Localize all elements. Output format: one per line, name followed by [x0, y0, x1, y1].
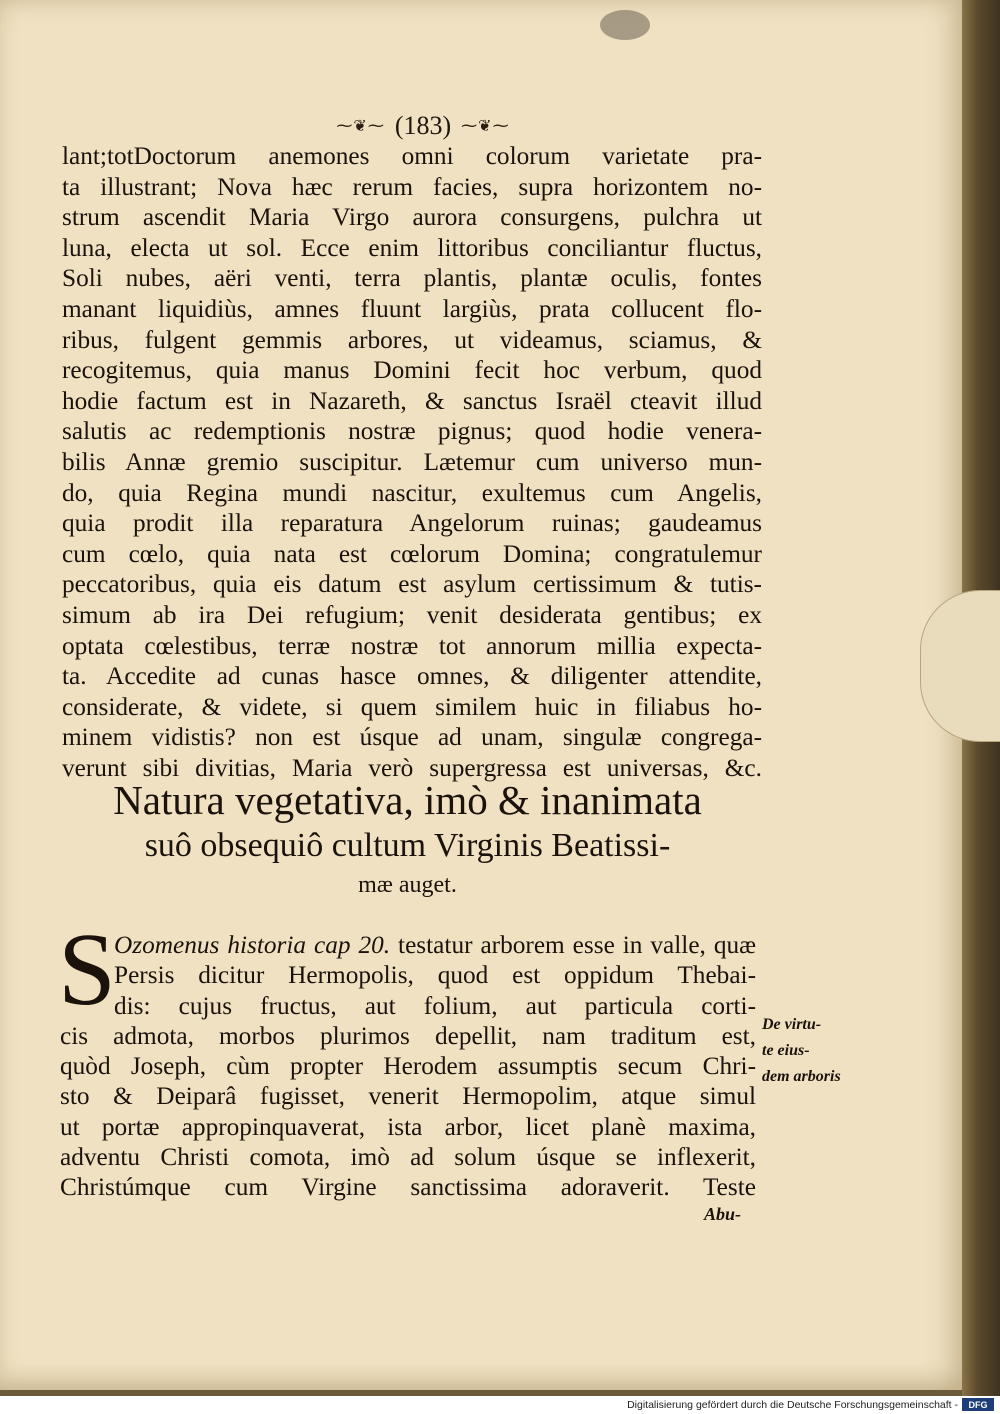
text-line: salutis ac redemptionis nostræ pignus; quod hodie venera- [62, 417, 762, 446]
text-line: ta. Accedite ad cunas hasce omnes, & diligenter attendite, [62, 662, 762, 691]
text-line: Persis dicitur Hermopolis, quod est oppidum Thebai- [114, 961, 756, 990]
text-line: Christúmque cum Virgine sanctissima adoraverit. Teste [60, 1173, 756, 1202]
text-line [60, 930, 756, 960]
page-number: (183) [394, 111, 452, 140]
heading-line-2: suô obsequiô cultum Virginis Beatissi- [144, 827, 671, 864]
text-line: considerate, & videte, si quem similem huic in filiabus ho- [62, 692, 762, 721]
text-line: luna, electa ut sol. Ecce enim littoribus conciliantur fluctus, [62, 233, 762, 262]
text-line: Soli nubes, aëri venti, terra plantis, plantæ oculis, fontes [62, 264, 762, 293]
text-line: quòd Joseph, cùm propter Herodem assumptis secum Chri- [60, 1052, 756, 1081]
text-line: ta illustrant; Nova hæc rerum facies, supra horizontem no- [62, 172, 762, 201]
text-line: cis admota, morbos plurimos depellit, nam traditum est, [60, 1021, 756, 1050]
text-line: dis: cujus fructus, aut folium, aut particula corti- [114, 991, 756, 1020]
text-line: ut portæ appropinquaverat, ista arbor, licet planè maxima, [60, 1112, 756, 1141]
margin-note-line: dem arboris [762, 1068, 841, 1085]
text-line: verunt sibi divitias, Maria verò supergressa est universas, &c. [62, 753, 762, 782]
text-line: bilis Annæ gremio suscipitur. Lætemur cum universo mun- [62, 447, 762, 476]
text-line: do, quia Regina mundi nascitur, exultemus cum Angelis, [62, 478, 762, 507]
margin-note-line: De virtu- [762, 1016, 822, 1033]
text-line: minem vidistis? non est úsque ad unam, singulæ congrega- [62, 723, 762, 752]
text-line: strum ascendit Maria Virgo aurora consurgens, pulchra ut [62, 203, 762, 232]
citation: Ozomenus historia cap 20. [114, 931, 391, 959]
margin-note [762, 1012, 882, 1090]
text-line: lant;totDoctorum anemones omni colorum varietate pra- [62, 142, 762, 170]
section-paragraph [60, 930, 756, 1203]
text-line: sto & Deiparâ fugisset, venerit Hermopolim, atque simul [60, 1082, 756, 1111]
drop-cap: S [58, 912, 116, 1027]
ornament-left-icon: ⁓❦⁓ [336, 118, 385, 135]
margin-note-line: te eius- [762, 1042, 810, 1059]
text-line: quia prodit illa reparatura Angelorum ruinas; gaudeamus [62, 509, 762, 538]
text-line: manant liquidiùs, amnes fluunt largiùs, prata collucent flo- [62, 294, 762, 323]
body-paragraph [62, 141, 762, 783]
page-header [318, 112, 528, 140]
heading-line-3: mæ auget. [358, 872, 457, 898]
text-line: simum ab ira Dei refugium; venit desiderata gentibus; ex [62, 600, 762, 629]
text-line: hodie factum est in Nazareth, & sanctus Israël cteavit illud [62, 386, 762, 415]
ornament-right-icon: ⁓❦⁓ [461, 118, 510, 135]
heading-line-1: Natura vegetativa, imò & inanimata [113, 777, 702, 823]
text-line: ribus, fulgent gemmis arbores, ut videamus, sciamus, & [62, 325, 762, 354]
footer-credit: Digitalisierung gefördert durch die Deutsche Forschungsgemeinschaft - [627, 1399, 958, 1411]
text-line: peccatoribus, quia eis datum est asylum certissimum & tutis- [62, 570, 762, 599]
citation-text: testatur arborem esse in valle, quæ [390, 931, 756, 959]
ink-stain [600, 10, 650, 40]
section-heading [60, 776, 755, 902]
dfg-logo-icon: DFG [962, 1398, 994, 1411]
text-line: recogitemus, quia manus Domini fecit hoc verbum, quod [62, 356, 762, 385]
thumb-tab [920, 590, 1000, 742]
text-line: optata cœlestibus, terræ nostræ tot annorum millia expecta- [62, 631, 762, 660]
text-line: adventu Christi comota, imò ad solum úsque se inflexerit, [60, 1143, 756, 1172]
text-line: cum cœlo, quia nata est cœlorum Domina; congratulemur [62, 539, 762, 568]
catchword: Abu- [704, 1204, 742, 1224]
